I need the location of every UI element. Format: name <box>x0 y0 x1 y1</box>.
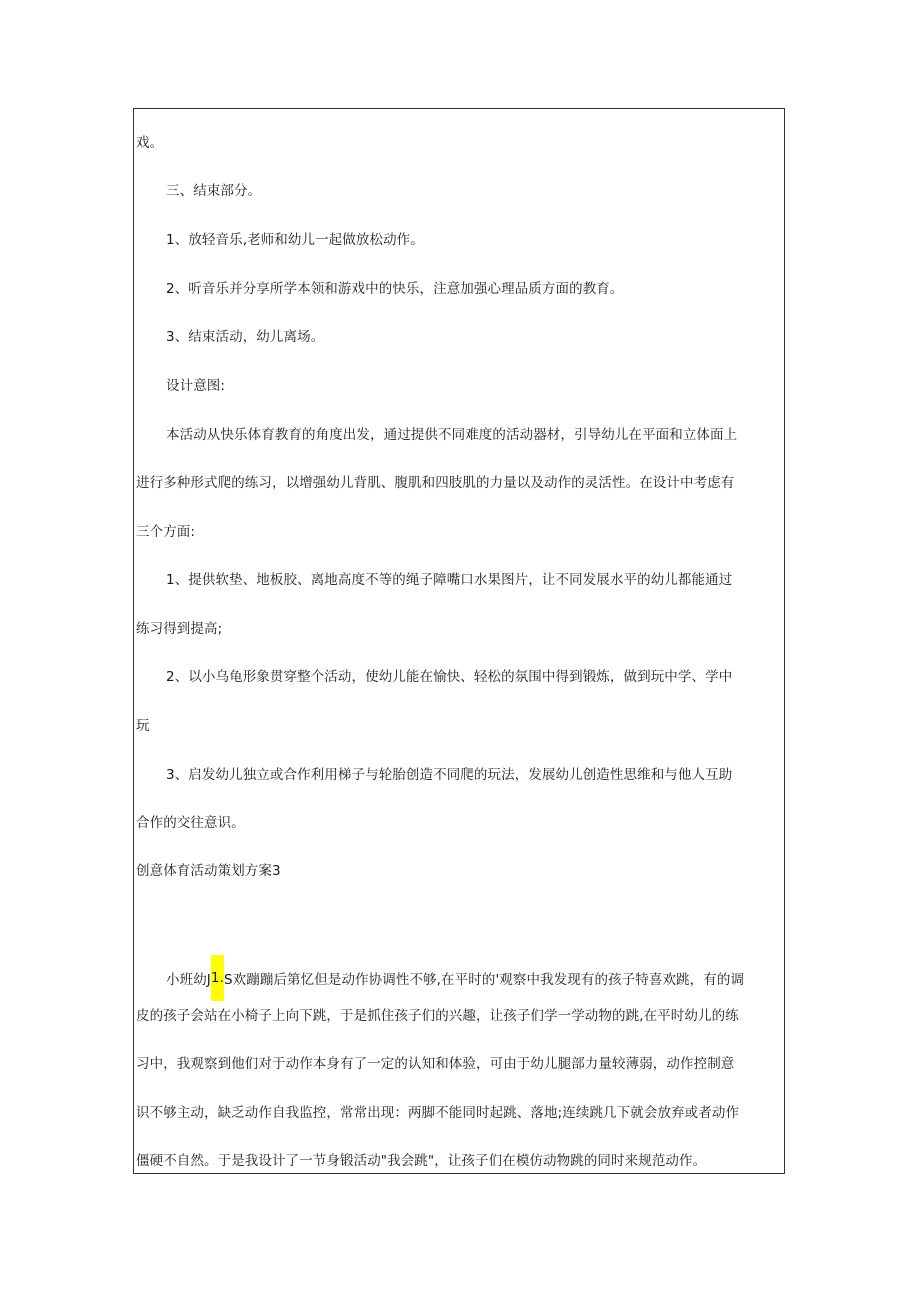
text-line: 1、放轻音乐,老师和幼儿一起做放松动作。 <box>166 232 424 248</box>
text-line: 戏。 <box>136 135 164 151</box>
para-start: 小班幼J <box>166 972 211 988</box>
text-line: 皮的孩子会站在小椅子上向下跳，于是抓住孩子们的兴趣，让孩子们学一学动物的跳,在平时幼儿的练 <box>136 1008 739 1024</box>
highlighted-text: 1. <box>211 955 224 1001</box>
text-line: 3、启发幼儿独立或合作利用梯子与轮胎创造不同爬的玩法，发展幼儿创造性思维和与他人互助 <box>166 767 733 783</box>
text-line: 合作的交往意识。 <box>136 815 245 831</box>
section-heading: 三、结束部分。 <box>166 183 262 199</box>
text-line: 玩 <box>136 718 150 734</box>
document-title: 创意体育活动策划方案3 <box>136 863 281 879</box>
text-line: 僵硬不自然。于是我设计了一节身锻活动"我会跳"，让孩子们在模仿动物跳的同时来规范动作。 <box>136 1153 707 1169</box>
text-line: 练习得到提高; <box>136 621 223 637</box>
text-line: 本活动从快乐体育教育的角度出发，通过提供不同难度的活动器材，引导幼儿在平面和立体面上 <box>166 427 738 443</box>
text-line: 3、结束活动，幼儿离场。 <box>166 329 325 345</box>
text-line: 2、听音乐并分享所学本领和游戏中的快乐，注意加强心理品质方面的教育。 <box>166 281 624 297</box>
text-line: 2、以小乌龟形象贯穿整个活动，使幼儿能在愉快、轻松的氛围中得到锻炼，做到玩中学、学中 <box>166 669 733 685</box>
text-line: 习中，我观察到他们对于动作本身有了一定的认知和体验，可由于幼儿腿部力量较薄弱，动作控制意 <box>136 1056 735 1072</box>
text-line <box>166 957 744 1003</box>
text-line: 三个方面: <box>136 524 196 540</box>
text-line: 进行多种形式爬的练习，以增强幼儿背肌、腹肌和四肢肌的力量以及动作的灵活性。在设计中考虑有 <box>136 475 735 491</box>
text-line: 1、提供软垫、地板胶、离地高度不等的绳子障嘴口水果图片，让不同发展水平的幼儿都能通过 <box>166 572 733 588</box>
section-heading: 设计意图: <box>166 378 226 394</box>
para-rest: S欢蹦蹦后第忆但是动作协调性不够,在平时的'观察中我发现有的孩子特喜欢跳，有的调 <box>223 972 745 988</box>
text-line: 识不够主动，缺乏动作自我监控，常常出现：两脚不能同时起跳、落地;连续跳几下就会放弃或者动作 <box>136 1105 740 1121</box>
